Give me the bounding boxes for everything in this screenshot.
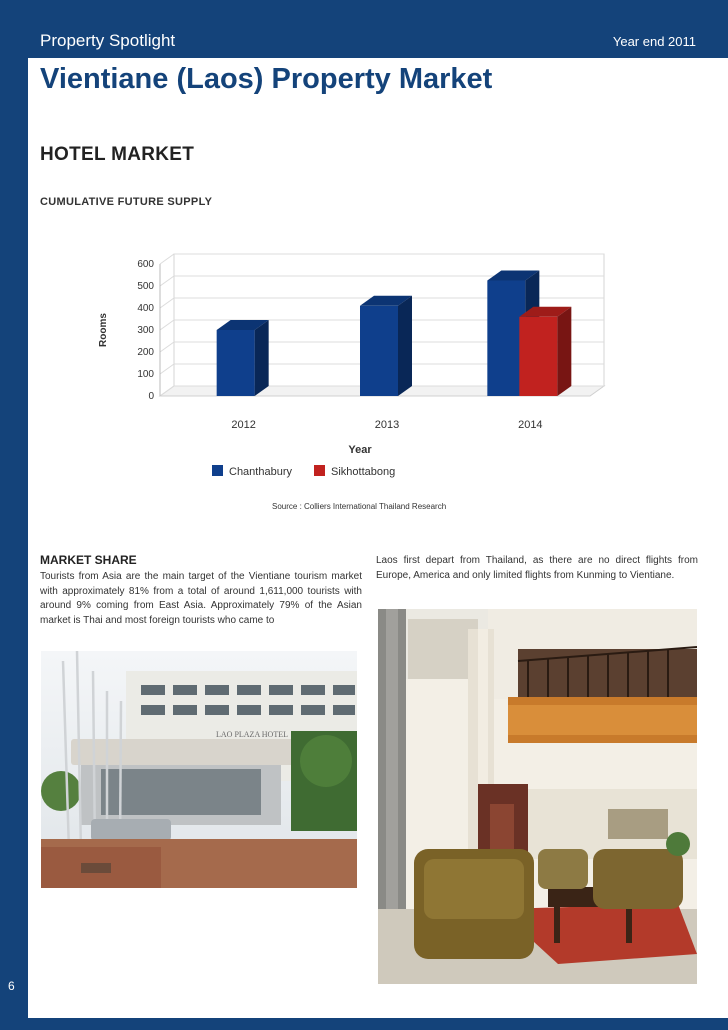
y-tick-label: 100 [137,369,154,380]
y-tick-label: 600 [137,259,154,270]
hotel-exterior-photo [41,651,357,888]
left-strip [0,0,28,1018]
y-tick-label: 400 [137,303,154,314]
section-label: Property Spotlight [40,31,176,50]
y-tick-label: 200 [137,347,154,358]
market-share-heading: MARKET SHARE [40,553,137,567]
page-number: 6 [8,979,15,993]
supply-chart [90,232,610,488]
legend-swatch-chanthabury [212,465,223,476]
legend-label-sikhottabong: Sikhottabong [331,466,396,478]
legend-label-chanthabury: Chanthabury [229,466,292,478]
bar-side-chanthabury-2013 [398,296,412,396]
y-tick-label: 300 [137,325,154,336]
market-share-text-col2: Laos first depart from Thailand, as there are no direct flights from Europe, America and only limited flights from Kunming to Vientiane. [376,555,698,581]
hotel-market-heading: HOTEL MARKET [40,144,195,165]
hotel-sign-text: LAO PLAZA HOTEL [216,730,288,739]
bar-side-chanthabury-2012 [255,320,269,396]
hotel-lobby-photo [378,609,697,984]
x-tick-label: 2014 [518,419,543,431]
market-share-text-col1: Tourists from Asia are the main target of the Vientiane tourism market with approximately 81% from a total of around 1,611,000 tourists with around 9% coming from East Asia. Approximately 79% of the Asian market is Thai and most foreign tourists who came to [40,571,362,626]
x-tick-label: 2012 [231,419,256,431]
bar-side-sikhottabong-2014 [557,307,571,396]
cumulative-supply-heading: CUMULATIVE FUTURE SUPPLY [40,196,213,208]
y-axis-title: Rooms [98,313,109,347]
x-tick-label: 2013 [374,419,400,431]
bar-sikhottabong-2014 [519,317,557,396]
bar-chanthabury-2013 [360,306,398,396]
y-tick-label: 0 [148,391,154,402]
page-title: Vientiane (Laos) Property Market [40,63,493,95]
period-label: Year end 2011 [612,34,696,49]
source-note: Source : Colliers International Thailand Research [272,502,447,511]
footer-bar [0,1018,728,1030]
legend-swatch-sikhottabong [314,465,325,476]
bar-chanthabury-2012 [217,330,255,396]
x-axis-title: Year [348,444,372,456]
y-tick-label: 500 [137,281,154,292]
